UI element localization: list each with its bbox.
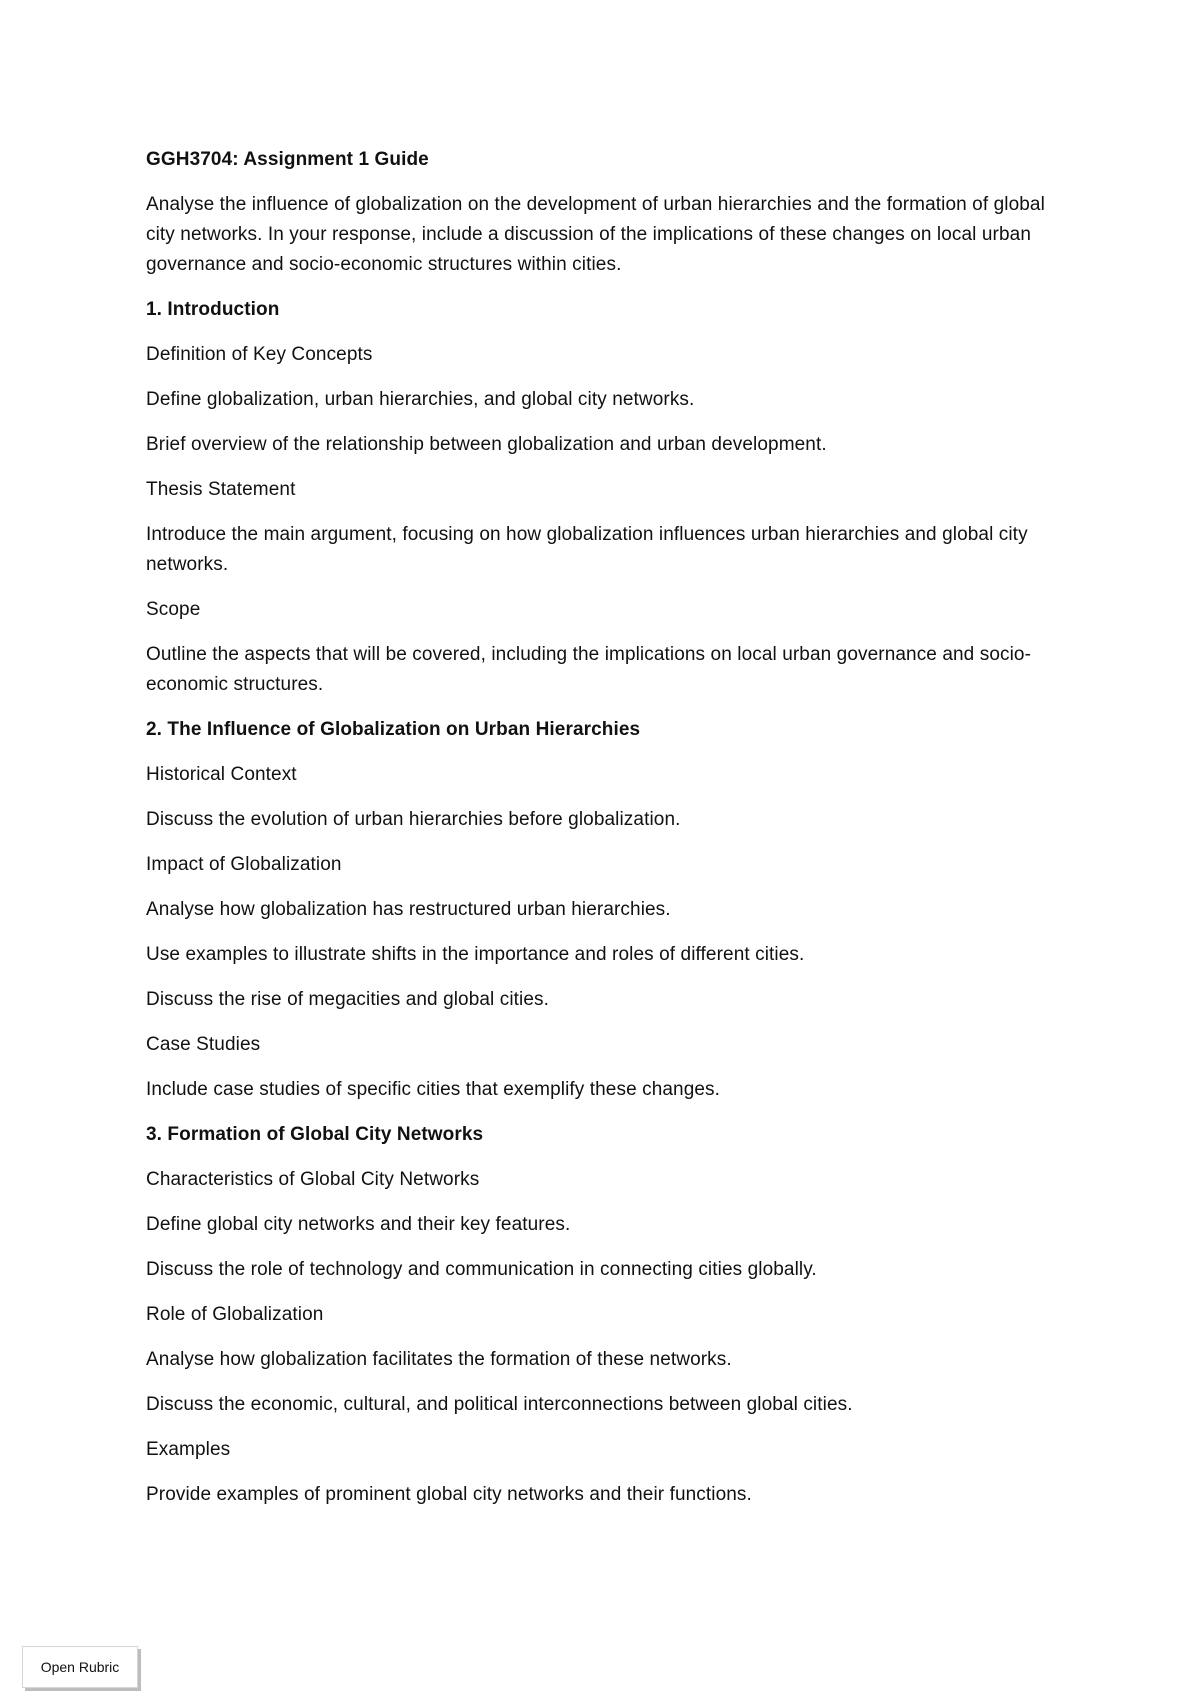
subsection-item: Discuss the role of technology and communication in connecting cities globally. xyxy=(146,1259,817,1280)
subsection-item: Use examples to illustrate shifts in the importance and roles of different cities. xyxy=(146,944,805,965)
subsection-item: Outline the aspects that will be covered, including the implications on local urban governance and socio-economic structures. xyxy=(146,644,1032,695)
subsection-item: Include case studies of specific cities that exemplify these changes. xyxy=(146,1079,721,1100)
subsection-item: Discuss the evolution of urban hierarchies before globalization. xyxy=(146,809,681,830)
document-body xyxy=(146,145,1066,1525)
subsection-item: Discuss the rise of megacities and global cities. xyxy=(146,989,550,1010)
section-heading: 2. The Influence of Globalization on Urban Hierarchies xyxy=(146,719,641,740)
subsection-title: Case Studies xyxy=(146,1034,261,1055)
open-rubric-button[interactable]: Open Rubric xyxy=(22,1646,138,1688)
subsection-title: Impact of Globalization xyxy=(146,854,342,875)
subsection-title: Historical Context xyxy=(146,764,297,785)
subsection-item: Discuss the economic, cultural, and political interconnections between global cities. xyxy=(146,1394,853,1415)
subsection-item: Define global city networks and their key features. xyxy=(146,1214,571,1235)
subsection-title: Examples xyxy=(146,1439,231,1460)
subsection-title: Scope xyxy=(146,599,201,620)
subsection-item: Define globalization, urban hierarchies, and global city networks. xyxy=(146,389,695,410)
section-heading: 1. Introduction xyxy=(146,299,280,320)
subsection-title: Thesis Statement xyxy=(146,479,296,500)
subsection-item: Analyse how globalization has restructured urban hierarchies. xyxy=(146,899,671,920)
subsection-item: Analyse how globalization facilitates the formation of these networks. xyxy=(146,1349,732,1370)
section-heading: 3. Formation of Global City Networks xyxy=(146,1124,484,1145)
subsection-title: Role of Globalization xyxy=(146,1304,324,1325)
subsection-item: Introduce the main argument, focusing on how globalization influences urban hierarchies and global city networks. xyxy=(146,524,1028,575)
subsection-item: Provide examples of prominent global city networks and their functions. xyxy=(146,1484,752,1505)
assignment-prompt: Analyse the influence of globalization on the development of urban hierarchies and the formation of global city networks. In your response, include a discussion of the implications of these changes on local urban governance and socio-economic structures within cities. xyxy=(146,194,1045,275)
subsection-item: Brief overview of the relationship between globalization and urban development. xyxy=(146,434,827,455)
subsection-title: Definition of Key Concepts xyxy=(146,344,373,365)
subsection-title: Characteristics of Global City Networks xyxy=(146,1169,480,1190)
document-title: GGH3704: Assignment 1 Guide xyxy=(146,149,429,170)
